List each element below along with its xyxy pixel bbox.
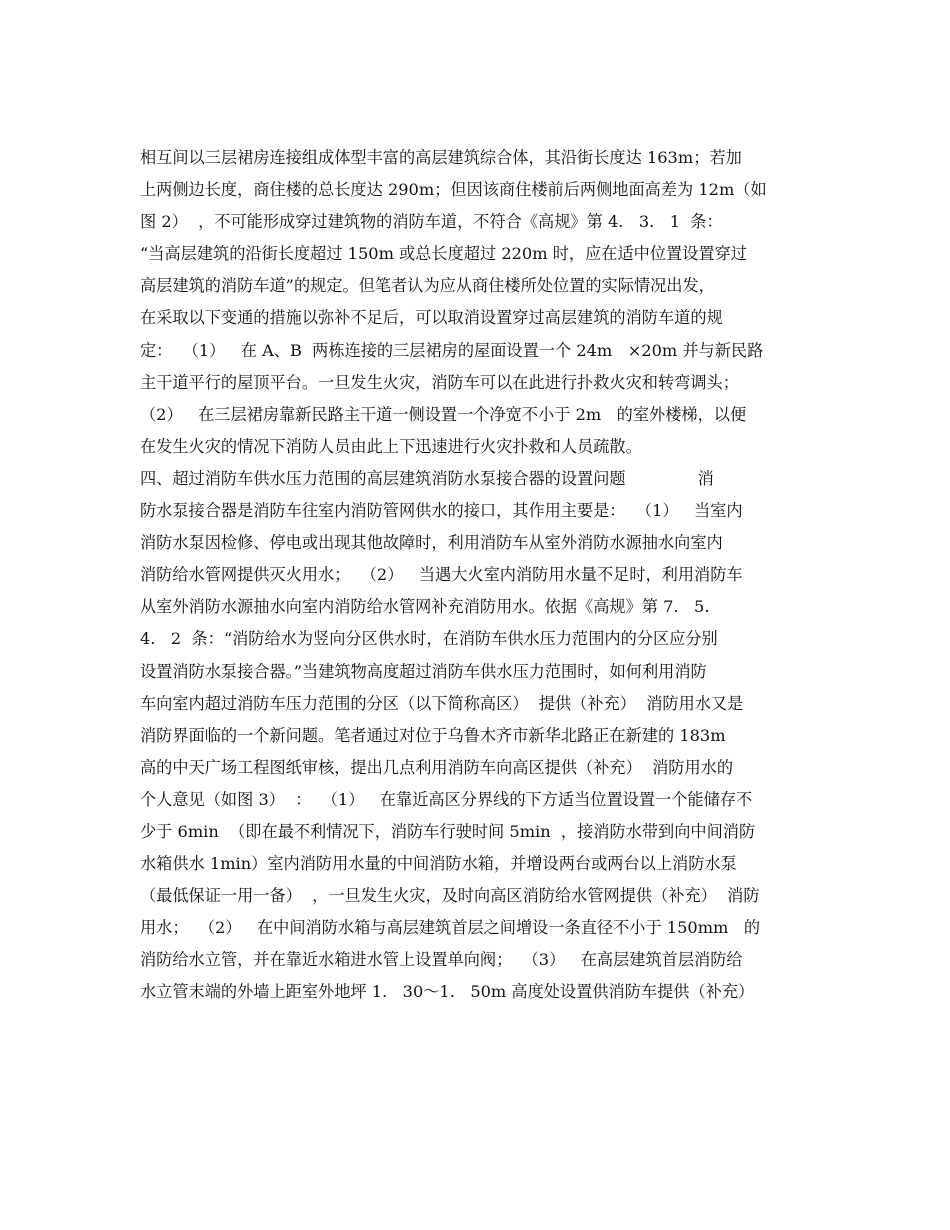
- text-line: 定： （1） 在 A、B 两栋连接的三层裙房的屋面设置一个 24m ×20m 并与新民路: [140, 340, 764, 360]
- text-line: 消防给水管网提供灭火用水； （2） 当遇大火室内消防用水量不足时，利用消防车: [140, 565, 743, 585]
- text-line: 从室外消防水源抽水向室内消防给水管网补充消防用水。依据《高规》第 7. 5.: [140, 597, 710, 617]
- text-line: 在发生火灾的情况下消防人员由此上下迅速进行火灾扑救和人员疏散。: [140, 436, 642, 456]
- section-heading-line: 四、超过消防车供水压力范围的高层建筑消防水泵接合器的设置问题 消: [140, 468, 714, 488]
- text-line: 高的中天广场工程图纸审核，提出几点利用消防车向高区提供（补充） 消防用水的: [140, 757, 734, 777]
- text-line: （最低保证一用一备） ，一旦发生火灾，及时向高区消防给水管网提供（补充） 消防: [140, 886, 760, 906]
- text-line: “当高层建筑的沿街长度超过 150m 或总长度超过 220m 时，应在适中位置设置穿过: [140, 244, 747, 264]
- text-line: 防水泵接合器是消防车往室内消防管网供水的接口，其作用主要是： （1） 当室内: [140, 501, 743, 521]
- body-text: [140, 142, 820, 1009]
- text-line: 设置消防水泵接合器。”当建筑物高度超过消防车供水压力范围时，如何利用消防: [140, 661, 707, 681]
- text-line: 车向室内超过消防车压力范围的分区（以下简称高区） 提供（补充） 消防用水又是: [140, 693, 744, 713]
- text-line: 高层建筑的消防车道”的规定。但笔者认为应从商住楼所处位置的实际情况出发，: [140, 276, 715, 296]
- text-line: 4. 2 条：“消防给水为竖向分区供水时，在消防车供水压力范围内的分区应分别: [140, 629, 718, 649]
- text-line: 消防界面临的一个新问题。笔者通过对位于乌鲁木齐市新华北路正在新建的 183m: [140, 725, 726, 745]
- text-line: 上两侧边长度，商住楼的总长度达 290m；但因该商住楼前后两侧地面高差为 12m（如: [140, 180, 767, 200]
- text-line: 在采取以下变通的措施以弥补不足后，可以取消设置穿过高层建筑的消防车道的规: [140, 308, 723, 328]
- text-line: 消防水泵因检修、停电或出现其他故障时，利用消防车从室外消防水源抽水向室内: [140, 533, 723, 553]
- text-line: 消防给水立管，并在靠近水箱进水管上设置单向阀； （3） 在高层建筑首层消防给: [140, 950, 743, 970]
- text-line: 水箱供水 1min）室内消防用水量的中间消防水箱，并增设两台或两台以上消防水泵: [140, 854, 737, 874]
- text-line: 用水； （2） 在中间消防水箱与高层建筑首层之间增设一条直径不小于 150mm 的: [140, 918, 761, 938]
- text-line: 图 2） ，不可能形成穿过建筑物的消防车道，不符合《高规》第 4. 3. 1 条：: [140, 212, 723, 232]
- text-line: （2） 在三层裙房靠新民路主干道一侧设置一个净宽不小于 2m 的室外楼梯，以便: [140, 404, 747, 424]
- text-line: 少于 6min （即在最不利情况下，消防车行驶时间 5min ，接消防水带到向中间消防: [140, 821, 756, 841]
- text-line: 个人意见（如图 3） ： （1） 在靠近高区分界线的下方适当位置设置一个能储存不: [140, 789, 753, 809]
- text-line: 主干道平行的屋顶平台。一旦发生火灾，消防车可以在此进行扑救火灾和转弯调头；: [140, 372, 739, 392]
- text-line: 相互间以三层裙房连接组成体型丰富的高层建筑综合体，其沿街长度达 163m；若加: [140, 148, 742, 167]
- text-line: 水立管末端的外墙上距室外地坪 1. 30～1. 50m 高度处设置供消防车提供（补充）: [140, 982, 755, 1002]
